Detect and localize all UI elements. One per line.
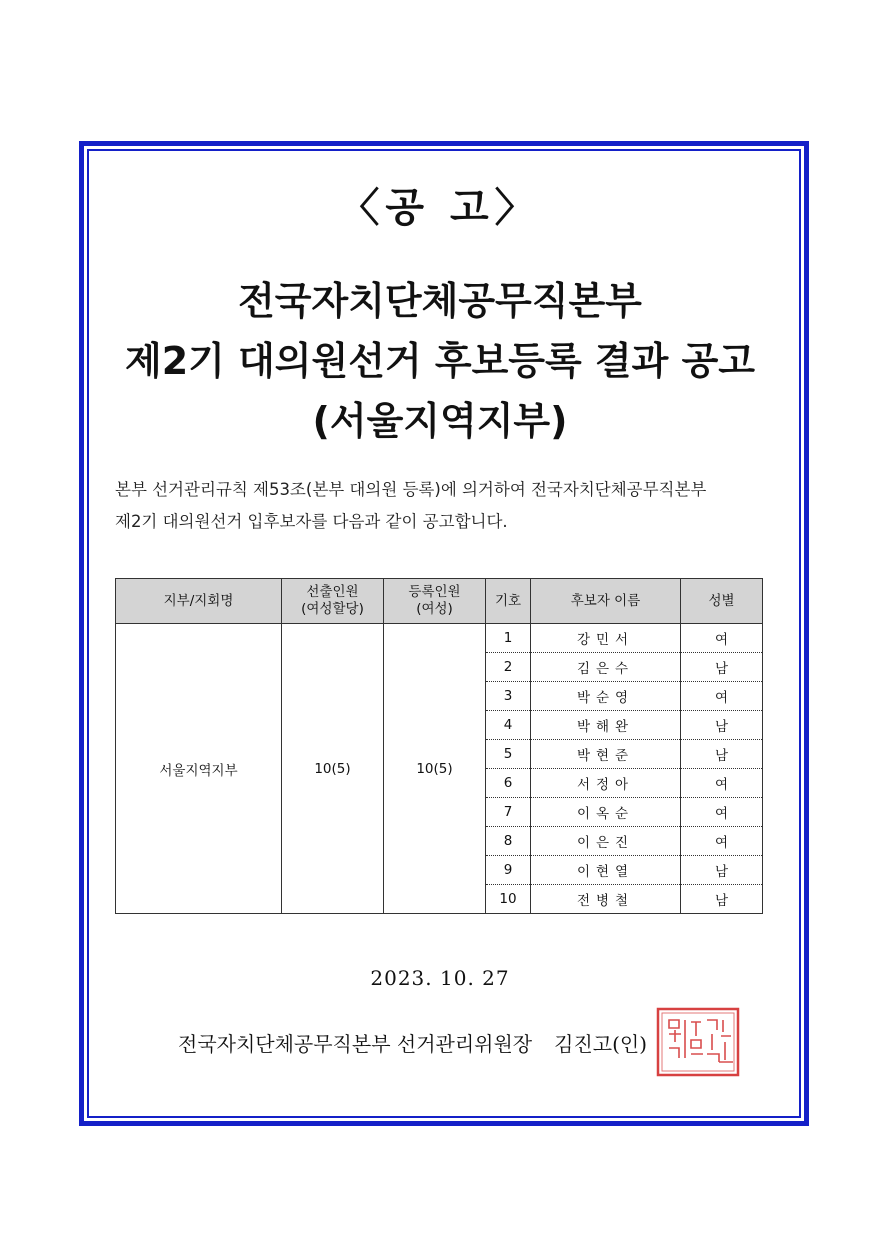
header-name: 후보자 이름 <box>531 579 681 624</box>
candidate-number: 1 <box>486 624 531 653</box>
candidate-table <box>115 578 763 914</box>
candidate-name: 서정아 <box>531 769 681 798</box>
candidate-gender: 남 <box>681 885 763 914</box>
header-quota-line2: (여성할당) <box>301 601 364 617</box>
candidate-gender: 여 <box>681 769 763 798</box>
candidate-gender: 여 <box>681 682 763 711</box>
signature-org-title: 전국자치단체공무직본부 선거관리위원장 <box>178 1032 533 1056</box>
candidate-gender: 남 <box>681 856 763 885</box>
intro-paragraph <box>115 474 775 538</box>
candidate-name: 이옥순 <box>531 798 681 827</box>
candidate-number: 9 <box>486 856 531 885</box>
notice-title: 〈공 고〉 <box>339 185 541 231</box>
candidate-number: 4 <box>486 711 531 740</box>
candidate-name: 강민서 <box>531 624 681 653</box>
registered-cell: 10(5) <box>384 624 486 914</box>
header-registered <box>384 579 486 624</box>
quota-cell: 10(5) <box>282 624 384 914</box>
candidate-name: 전병철 <box>531 885 681 914</box>
table-row <box>116 624 763 653</box>
candidate-number: 8 <box>486 827 531 856</box>
candidate-number: 10 <box>486 885 531 914</box>
signature-line <box>178 1028 647 1057</box>
header-registered-line2: (여성) <box>416 601 453 617</box>
header-registered-line1: 등록인원 <box>408 584 461 600</box>
candidate-name: 김은수 <box>531 653 681 682</box>
candidate-name: 박현준 <box>531 740 681 769</box>
header-gender: 성별 <box>681 579 763 624</box>
official-seal-stamp <box>655 1006 741 1078</box>
candidate-gender: 여 <box>681 624 763 653</box>
header-quota <box>282 579 384 624</box>
candidate-number: 2 <box>486 653 531 682</box>
candidate-gender: 여 <box>681 827 763 856</box>
branch-cell: 서울지역지부 <box>116 624 282 914</box>
candidate-name: 이은진 <box>531 827 681 856</box>
heading-line-3: (서울지역지부) <box>312 399 568 443</box>
candidate-gender: 남 <box>681 740 763 769</box>
candidate-gender: 남 <box>681 711 763 740</box>
candidate-name: 이현열 <box>531 856 681 885</box>
header-quota-line1: 선출인원 <box>306 584 359 600</box>
intro-line-1: 본부 선거관리규칙 제53조(본부 대의원 등록)에 의거하여 전국자치단체공무직본부 <box>115 480 707 499</box>
candidate-number: 7 <box>486 798 531 827</box>
candidate-name: 박해완 <box>531 711 681 740</box>
candidate-gender: 남 <box>681 653 763 682</box>
header-number: 기호 <box>486 579 531 624</box>
intro-line-2: 제2기 대의원선거 입후보자를 다음과 같이 공고합니다. <box>115 512 508 531</box>
heading-line-1: 전국자치단체공무직본부 <box>238 279 642 323</box>
candidate-number: 6 <box>486 769 531 798</box>
table-header-row <box>116 579 763 624</box>
candidate-gender: 여 <box>681 798 763 827</box>
candidate-number: 5 <box>486 740 531 769</box>
heading-line-2: 제2기 대의원선거 후보등록 결과 공고 <box>125 339 755 383</box>
signature-name: 김진고 <box>554 1032 613 1056</box>
candidate-number: 3 <box>486 682 531 711</box>
header-branch: 지부/지회명 <box>116 579 282 624</box>
notice-date: 2023. 10. 27 <box>370 966 510 990</box>
signature-seal-mark: (인) <box>612 1032 648 1056</box>
candidate-name: 박순영 <box>531 682 681 711</box>
